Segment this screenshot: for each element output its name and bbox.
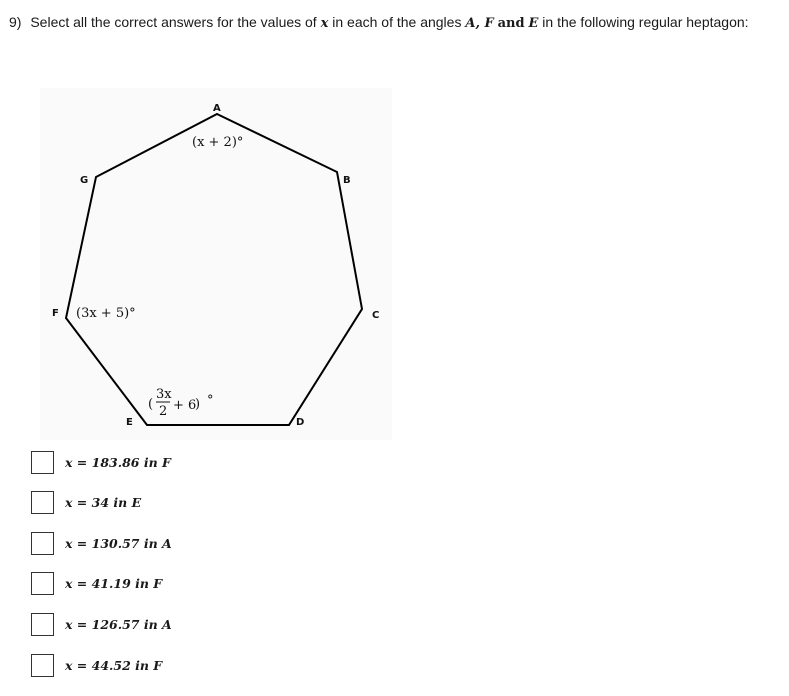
prompt-text-after: in the following regular heptagon: (542, 14, 749, 30)
prompt-conjunction: and (497, 16, 525, 31)
angle-e-close-paren: ) (195, 397, 201, 412)
angle-e-rest: + 6 (173, 398, 197, 413)
checkbox[interactable] (31, 654, 54, 677)
vertex-label-a: A (213, 103, 221, 114)
choice-4[interactable] (31, 570, 251, 596)
choice-label: x = 183.86 in F (65, 454, 171, 470)
angle-label-f: (3x + 5)° (76, 306, 136, 321)
vertex-label-b: B (343, 175, 351, 186)
checkbox[interactable] (31, 572, 54, 595)
checkbox[interactable] (31, 532, 54, 555)
choice-label: x = 126.57 in A (65, 616, 172, 632)
question-number: 9) (9, 14, 22, 30)
checkbox[interactable] (31, 451, 54, 474)
vertex-label-c: C (372, 310, 380, 321)
prompt-text-before: Select all the correct answers for the values of (30, 14, 317, 30)
choice-2[interactable] (31, 489, 251, 515)
vertex-label-f: F (52, 308, 59, 319)
angle-label-a: (x + 2)° (192, 135, 244, 150)
choice-label: x = 34 in E (65, 494, 142, 510)
vertex-label-g: G (80, 175, 89, 186)
choice-1[interactable] (31, 449, 251, 475)
angle-e-degree: ° (207, 393, 214, 408)
choice-label: x = 130.57 in A (65, 535, 172, 551)
choice-3[interactable] (31, 530, 251, 556)
checkbox[interactable] (31, 491, 54, 514)
checkbox[interactable] (31, 613, 54, 636)
choice-6[interactable] (31, 652, 251, 678)
prompt-variable: x (320, 16, 329, 31)
vertex-label-d: D (296, 417, 305, 428)
prompt-angle-last: E (528, 16, 539, 31)
angle-e-open-paren: ( (148, 397, 154, 412)
angle-e-numerator: 3x (156, 387, 172, 402)
angle-e-denominator: 2 (159, 404, 168, 419)
choice-label: x = 44.52 in F (65, 657, 163, 673)
prompt-text-middle: in each of the angles (332, 14, 462, 30)
choice-label: x = 41.19 in F (65, 575, 163, 591)
choice-5[interactable] (31, 611, 251, 637)
vertex-label-e: E (126, 417, 133, 428)
prompt-angle-names: A, F (465, 16, 494, 31)
